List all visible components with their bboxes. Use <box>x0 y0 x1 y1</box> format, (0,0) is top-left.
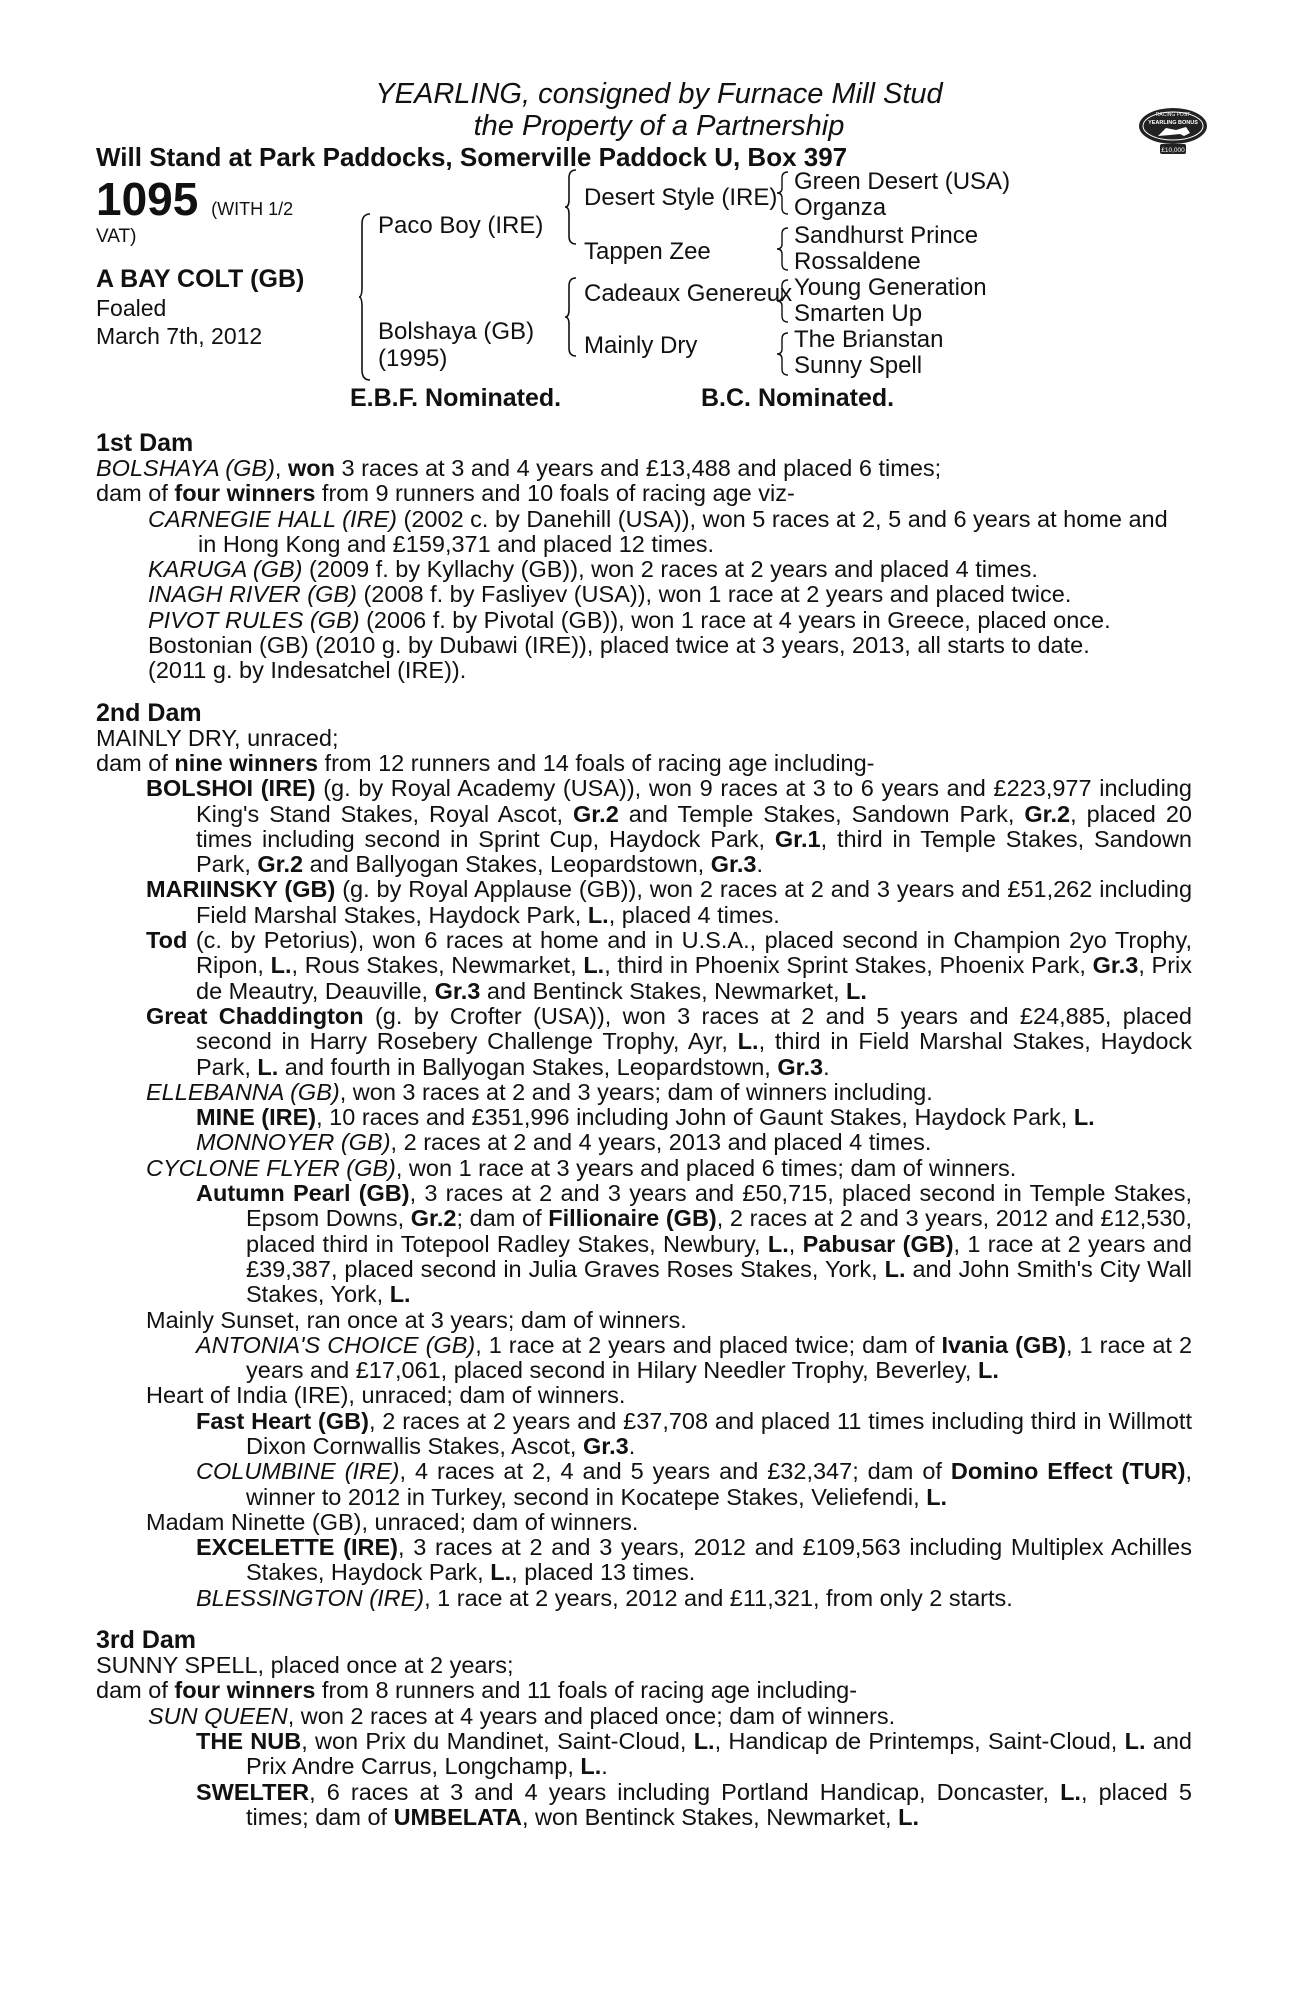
produce-text: , 2 races at 2 and 4 years, 2013 and placed 4 times. <box>390 1129 932 1156</box>
produce-inagh-river <box>96 582 1192 607</box>
produce-text: and John Smith's City Wall Stakes, York, <box>246 1255 1192 1308</box>
produce-text: (c. by Petorius), won 6 races at home and in U.S.A., placed second in Champion 2yo Trophy, Ripon, <box>187 927 1192 979</box>
header-property: the Property of a Partnership <box>473 110 845 142</box>
grade-label: Gr.2 <box>257 851 304 878</box>
grade-label: Gr.3 <box>434 977 481 1004</box>
ebf-nominated: E.B.F. Nominated. <box>350 384 562 412</box>
produce-text: , won Bentinck Stakes, Newmarket, <box>521 1803 899 1830</box>
produce-text: (g. by Royal Applause (GB)), won 2 races at 2 and 3 years and £51,262 including Field Marshal Stakes, Haydock Park, <box>196 876 1193 928</box>
produce-text: , placed 13 times. <box>511 1559 696 1586</box>
produce-text: , 1 race at 2 years and £17,061, placed second in Hilary Needler Trophy, Beverley, <box>246 1331 1193 1384</box>
produce-text: and Bentinck Stakes, Newmarket, <box>480 977 847 1004</box>
produce-name: Great Chaddington <box>146 1002 364 1029</box>
horse-name: A BAY COLT (GB) <box>96 265 305 293</box>
produce-name: EXCELETTE (IRE) <box>196 1534 398 1561</box>
produce-name: THE NUB <box>196 1727 302 1754</box>
produce-blessington <box>96 1586 1192 1611</box>
listed-label: L. <box>846 977 867 1004</box>
listed-label: L. <box>737 1028 759 1055</box>
sire-sire-dam: Organza <box>794 194 887 221</box>
produce-name: INAGH RIVER (GB) <box>148 581 357 608</box>
brace-sire <box>564 168 578 246</box>
produce-name: CARNEGIE HALL (IRE) <box>148 505 397 532</box>
produce-text: , placed 20 times including second in Sprint Cup, Haydock Park, <box>196 800 1192 852</box>
produce-text: , won Prix du Mandinet, Saint-Cloud, <box>301 1727 694 1754</box>
dam-dam: Mainly Dry <box>584 332 698 359</box>
produce-text: , won 3 races at 2 and 3 years; dam of winners including. <box>339 1078 933 1105</box>
produce-tod <box>96 928 1192 1004</box>
produce-bolshoi <box>96 776 1192 877</box>
first-dam-section <box>96 430 1192 684</box>
foaled <box>96 294 262 350</box>
dam-dam-dam: Sunny Spell <box>794 352 923 379</box>
listed-label: L. <box>1124 1727 1146 1754</box>
lot-vat-b: VAT) <box>96 226 137 247</box>
produce-text: , 3 races at 2 and 3 years and £50,715, placed second in Temple Stakes, Epsom Downs, <box>246 1180 1192 1232</box>
dam2-runners: from 12 runners and 14 foals of racing age including- <box>318 749 875 776</box>
produce-text: , 2 races at 2 years and £37,708 and placed 11 times including third in Willmott Dixon Cornwallis Stakes, Ascot, <box>246 1407 1192 1459</box>
produce-text: , winner to 2012 in Turkey, second in Kocatepe Stakes, Veliefendi, <box>246 1458 1192 1510</box>
grade-label: Gr.2 <box>1024 800 1071 827</box>
dam1-record-text: 3 races at 3 and 4 years and £13,488 and placed 6 times; <box>334 455 942 481</box>
second-dam-section <box>96 700 1192 1611</box>
produce-text: , Rous Stakes, Newmarket, <box>291 952 584 979</box>
first-dam-produce-summary <box>96 481 1192 506</box>
produce-mainly-sunset: Mainly Sunset, ran once at 3 years; dam of winners. <box>146 1306 687 1333</box>
brace-dd <box>776 331 790 377</box>
produce-text: , 3 races at 2 and 3 years, 2012 and £109,563 including Multiplex Achilles Stakes, Haydock Park, <box>246 1534 1192 1586</box>
sire-sire: Desert Style (IRE) <box>584 184 778 211</box>
produce-the-nub <box>96 1729 1192 1780</box>
produce-name: SUN QUEEN <box>148 1702 288 1729</box>
produce-text: , won 1 race at 3 years and placed 6 times; dam of winners. <box>395 1154 1017 1181</box>
produce-monnoyer <box>96 1130 1192 1155</box>
produce-mariinsky <box>96 877 1192 928</box>
produce-end: . <box>823 1053 830 1080</box>
dam2-winners: nine winners <box>174 749 319 776</box>
bc-nominated: B.C. Nominated. <box>701 384 895 412</box>
listed-label: L. <box>270 952 292 979</box>
dam-year: (1995) <box>378 345 448 372</box>
produce-pivot-rules <box>96 608 1192 633</box>
produce-text: (2009 f. by Kyllachy (GB)), won 2 races at 2 years and placed 4 times. <box>302 556 1038 583</box>
produce-name: MARIINSKY (GB) <box>146 876 336 903</box>
produce-name: UMBELATA <box>393 1803 522 1830</box>
produce-text: , Handicap de Printemps, Saint-Cloud, <box>714 1727 1125 1754</box>
third-dam-section <box>96 1627 1192 1830</box>
listed-label: L. <box>1073 1104 1095 1131</box>
produce-text: , third in Phoenix Sprint Stakes, Phoenix Park, <box>604 952 1093 979</box>
header-consigned: YEARLING, consigned by Furnace Mill Stud <box>375 78 943 110</box>
second-dam-record: MAINLY DRY, unraced; <box>96 724 339 751</box>
produce-text: (g. by Crofter (USA)), won 3 races at 2 and 5 years and £24,885, placed second in Harry Rosebery Challenge Trophy, Ayr, <box>196 1002 1192 1055</box>
listed-label: L. <box>898 1803 919 1830</box>
brace-ss <box>776 170 790 216</box>
listed-label: L. <box>580 1753 602 1780</box>
lot-vat-a: (WITH 1/2 <box>211 199 294 219</box>
produce-end: . <box>628 1432 636 1459</box>
produce-text: (2006 f. by Pivotal (GB)), won 1 race at 4 years in Greece, placed once. <box>359 606 1111 633</box>
first-dam-heading: 1st Dam <box>96 429 194 457</box>
dam3-runners: from 8 runners and 11 foals of racing age including- <box>315 1677 858 1704</box>
produce-text: , 1 race at 2 years and £39,387, placed second in Julia Graves Roses Stakes, York, <box>246 1230 1193 1282</box>
produce-name: ANTONIA'S CHOICE (GB) <box>196 1331 476 1358</box>
produce-text: and Temple Stakes, Sandown Park, <box>618 800 1025 827</box>
produce-name: Autumn Pearl (GB) <box>196 1180 410 1207</box>
produce-text: , placed 5 times; dam of <box>246 1778 1192 1830</box>
header <box>96 78 1192 172</box>
produce-carnegie-hall <box>96 507 1192 558</box>
dam3-winners: four winners <box>174 1677 316 1704</box>
produce-text: , 6 races at 3 and 4 years including Portland Handicap, Doncaster, <box>309 1778 1061 1805</box>
sire-sire-sire: Green Desert (USA) <box>794 168 1011 195</box>
produce-text: , third in Temple Stakes, Sandown Park, <box>196 825 1192 878</box>
produce-madam-ninette: Madam Ninette (GB), unraced; dam of winners. <box>146 1508 639 1535</box>
produce-name: Ivania (GB) <box>941 1331 1067 1358</box>
lot-number-value: 1095 <box>96 173 199 225</box>
third-dam-record: SUNNY SPELL, placed once at 2 years; <box>96 1652 514 1679</box>
brace-sd <box>776 226 790 272</box>
produce-name: SWELTER <box>196 1778 310 1805</box>
grade-label: Gr.3 <box>582 1432 629 1459</box>
produce-columbine <box>96 1459 1192 1510</box>
produce-cyclone-flyer <box>96 1156 1192 1181</box>
produce-name: ELLEBANNA (GB) <box>146 1078 340 1105</box>
produce-karuga <box>96 557 1192 582</box>
produce-heart-of-india: Heart of India (IRE), unraced; dam of winners. <box>146 1382 626 1409</box>
produce-excelette <box>96 1535 1192 1586</box>
foaled-date: March 7th, 2012 <box>96 323 263 349</box>
dam2-damof: dam of <box>96 749 175 776</box>
produce-text: , third in Field Marshal Stakes, Haydock Park, <box>196 1028 1193 1080</box>
produce-swelter <box>96 1780 1192 1831</box>
logo-mid-text: YEARLING BONUS <box>1148 120 1198 126</box>
listed-label: L. <box>977 1357 999 1384</box>
dam: Bolshaya (GB) <box>378 318 535 345</box>
listed-label: L. <box>587 901 609 928</box>
grade-label: Gr.3 <box>710 851 757 878</box>
lot-number <box>96 174 293 234</box>
produce-text: , 4 races at 2, 4 and 5 years and £32,347; dam of <box>399 1458 951 1485</box>
produce-name: Domino Effect (TUR) <box>950 1458 1186 1485</box>
produce-name: BOLSHOI (IRE) <box>146 775 316 802</box>
produce-text: , placed 4 times. <box>608 901 780 928</box>
second-dam-heading: 2nd Dam <box>96 698 202 727</box>
produce-antonias-choice <box>96 1333 1192 1384</box>
listed-label: L. <box>389 1281 411 1308</box>
grade-label: Gr.1 <box>774 825 821 852</box>
produce-name: PIVOT RULES (GB) <box>148 606 360 633</box>
produce-name: Fillionaire (GB) <box>548 1205 717 1232</box>
produce-name: MONNOYER (GB) <box>196 1129 391 1156</box>
produce-ellebanna <box>96 1080 1192 1105</box>
listed-label: L. <box>1060 1778 1081 1805</box>
produce-text: (g. by Royal Academy (USA)), won 9 races at 3 to 6 years and £223,977 including King's Stand Stakes, Royal Ascot, <box>196 775 1192 827</box>
dam3-damof: dam of <box>96 1677 175 1704</box>
dam1-runners: from 9 runners and 10 foals of racing age viz- <box>315 480 795 507</box>
brace-ds <box>776 278 790 324</box>
produce-name: COLUMBINE (IRE) <box>196 1458 400 1485</box>
produce-name: MINE (IRE) <box>196 1104 317 1131</box>
produce-text: (2002 c. by Danehill (USA)), won 5 races at 2, 5 and 6 years at home and in Hong Kong and £159,371 and placed 12 times. <box>198 505 1168 557</box>
produce-name: Tod <box>146 927 188 954</box>
produce-text: (2008 f. by Fasliyev (USA)), won 1 race at 2 years and placed twice. <box>356 581 1072 608</box>
produce-sep: , <box>788 1230 796 1257</box>
sire-dam: Tappen Zee <box>584 238 711 265</box>
listed-label: L. <box>490 1559 512 1586</box>
header-stand: Will Stand at Park Paddocks, Somerville Paddock U, Box 397 <box>96 142 848 172</box>
produce-name: CYCLONE FLYER (GB) <box>146 1154 396 1181</box>
produce-mine <box>96 1105 1192 1130</box>
produce-text: , Prix de Meautry, Deauville, <box>196 952 1192 1004</box>
sire-dam-sire: Sandhurst Prince <box>794 222 979 249</box>
grade-label: Gr.2 <box>410 1205 457 1232</box>
catalogue-page <box>96 78 1198 1830</box>
produce-end: . <box>601 1753 608 1780</box>
dam1-sep: , <box>274 455 288 481</box>
dam-sire: Cadeaux Genereux <box>584 280 793 307</box>
sire-dam-dam: Rossaldene <box>794 248 921 275</box>
produce-text: and fourth in Ballyogan Stakes, Leopardstown, <box>278 1053 778 1080</box>
produce-bostonian: Bostonian (GB) (2010 g. by Dubawi (IRE)), placed twice at 3 years, 2013, all starts to date. <box>148 632 1090 659</box>
dam-sire-dam: Smarten Up <box>794 300 923 327</box>
logo-top-text: RACING POST <box>1155 112 1191 118</box>
dam1-damof: dam of <box>96 480 175 507</box>
listed-label: L. <box>693 1727 715 1754</box>
third-dam-produce-summary <box>96 1678 1192 1703</box>
brace-dam <box>564 276 578 358</box>
produce-autumn-pearl <box>96 1181 1192 1307</box>
produce-name: Fast Heart (GB) <box>196 1407 369 1434</box>
dam-sire-sire: Young Generation <box>794 274 987 301</box>
second-dam-produce-summary <box>96 751 1192 776</box>
dam1-name: BOLSHAYA (GB) <box>96 455 275 481</box>
sire: Paco Boy (IRE) <box>378 212 544 239</box>
listed-label: L. <box>926 1483 948 1510</box>
produce-text: and Ballyogan Stakes, Leopardstown, <box>303 851 711 878</box>
grade-label: Gr.3 <box>1092 952 1139 979</box>
first-dam-record <box>96 456 1192 481</box>
yearling-bonus-logo <box>1136 100 1210 160</box>
produce-sun-queen <box>96 1704 1192 1729</box>
produce-name: Pabusar (GB) <box>802 1230 954 1257</box>
pedigree-block <box>96 168 1192 414</box>
produce-text: , won 2 races at 4 years and placed once; dam of winners. <box>287 1702 896 1729</box>
foaled-label: Foaled <box>96 295 167 321</box>
listed-label: L. <box>583 952 605 979</box>
dam1-winners: four winners <box>174 480 316 507</box>
grade-label: Gr.3 <box>777 1053 824 1080</box>
third-dam-heading: 3rd Dam <box>96 1626 197 1655</box>
logo-amount: £10,000 <box>1161 147 1185 154</box>
produce-text: and Prix Andre Carrus, Longchamp, <box>246 1727 1192 1780</box>
grade-label: Gr.2 <box>573 800 619 827</box>
produce-end: . <box>756 851 763 878</box>
dam1-won: won <box>287 455 335 481</box>
produce-fast-heart <box>96 1409 1192 1460</box>
produce-great-chaddington <box>96 1004 1192 1080</box>
listed-label: L. <box>767 1230 789 1257</box>
dam-dam-sire: The Brianstan <box>794 326 944 353</box>
produce-text: , 2 races at 2 and 3 years, 2012 and £12,530, placed third in Totepool Radley Stakes, Newbury, <box>246 1205 1192 1257</box>
brace-sire-dam <box>358 212 372 382</box>
produce-text: ; dam of <box>456 1205 549 1232</box>
listed-label: L. <box>257 1053 279 1080</box>
produce-name: KARUGA (GB) <box>148 556 303 583</box>
produce-2011: (2011 g. by Indesatchel (IRE)). <box>148 657 467 684</box>
produce-text: , 10 races and £351,996 including John of Gaunt Stakes, Haydock Park, <box>316 1104 1074 1131</box>
produce-text: , 1 race at 2 years, 2012 and £11,321, from only 2 starts. <box>424 1584 1013 1611</box>
produce-name: BLESSINGTON (IRE) <box>196 1584 425 1611</box>
produce-text: , 1 race at 2 years and placed twice; dam of <box>475 1331 942 1358</box>
listed-label: L. <box>884 1255 906 1282</box>
